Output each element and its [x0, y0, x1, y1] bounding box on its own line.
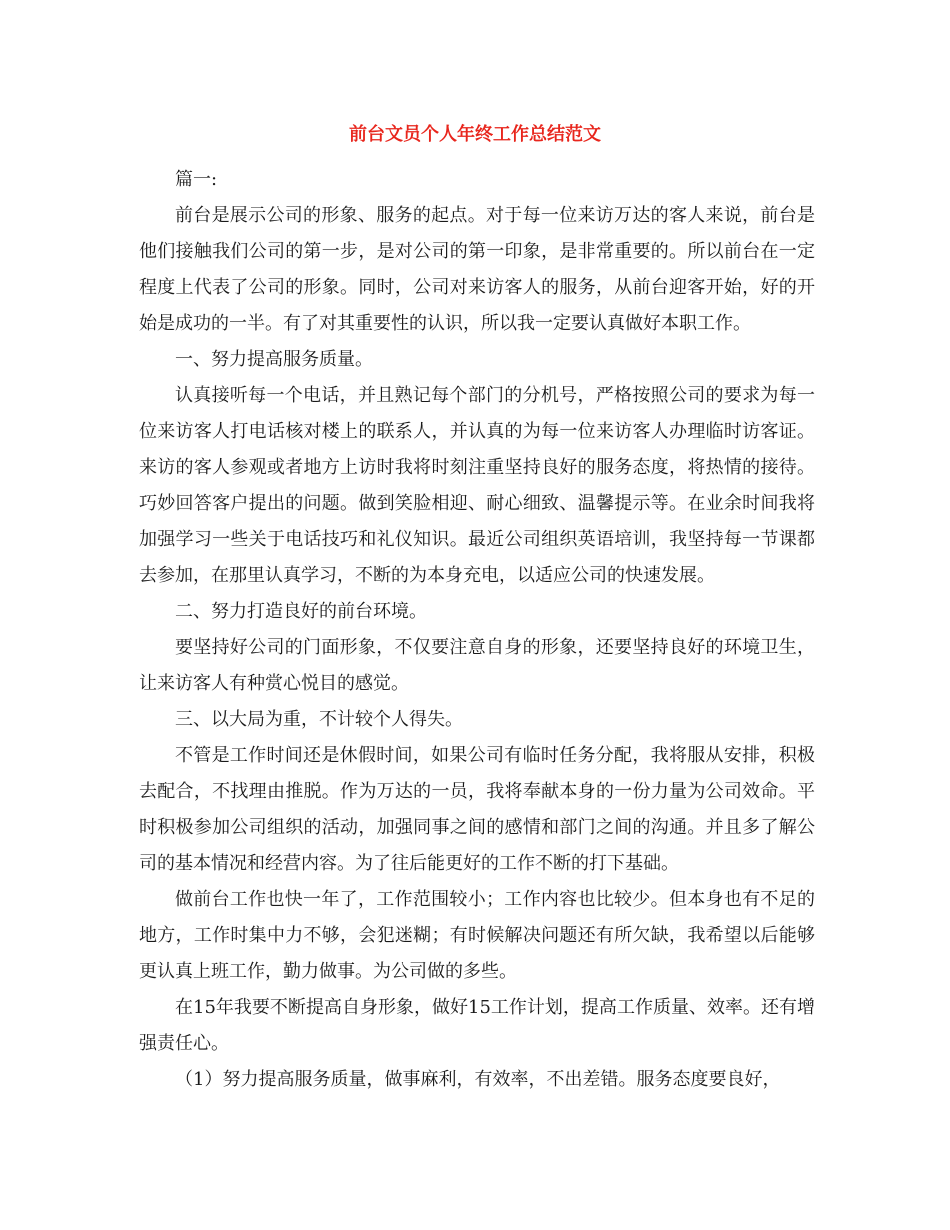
- section-heading-3: 三、以大局为重，不计较个人得失。: [175, 709, 463, 730]
- paragraph-reflection: 做前台工作也快一年了，工作范围较小；工作内容也比较少。但本身也有不足的地方，工作时集中力不够，会犯迷糊；有时候解决问题还有所欠缺，我希望以后能够更认真上班工作，勤力做事。为公司做的多些。: [139, 889, 815, 982]
- paragraph-plan-item-1: （1）努力提高服务质量，做事麻利，有效率，不出差错。服务态度要良好，: [175, 1069, 781, 1090]
- paragraph-intro: 前台是展示公司的形象、服务的起点。对于每一位来访万达的客人来说，前台是他们接触我们公司的第一步，是对公司的第一印象，是非常重要的。所以前台在一定程度上代表了公司的形象。同时，公司对来访客人的服务，从前台迎客开始，好的开始是成功的一半。有了对其重要性的认识，所以我一定要认真做好本职工作。: [139, 205, 815, 334]
- paragraph-section-2: 要坚持好公司的门面形象，不仅要注意自身的形象，还要坚持良好的环境卫生，让来访客人有种赏心悦目的感觉。: [139, 637, 815, 694]
- paragraph-section-1: 认真接听每一个电话，并且熟记每个部门的分机号，严格按照公司的要求为每一位来访客人打电话核对楼上的联系人，并认真的为每一位来访客人办理临时访客证。来访的客人参观或者地方上访时我将时刻注重坚持良好的服务态度，将热情的接待。巧妙回答客户提出的问题。做到笑脸相迎、耐心细致、温馨提示等。在业余时间我将加强学习一些关于电话技巧和礼仪知识。最近公司组织英语培训，我坚持每一节课都去参加，在那里认真学习，不断的为本身充电，以适应公司的快速发展。: [139, 385, 815, 586]
- section-heading-1: 一、努力提高服务质量。: [175, 349, 373, 370]
- paragraph-plan: 在15年我要不断提高自身形象，做好15工作计划，提高工作质量、效率。还有增强责任心。: [139, 997, 815, 1054]
- paragraph-section-3: 不管是工作时间还是休假时间，如果公司有临时任务分配，我将服从安排，积极去配合，不找理由推脱。作为万达的一员，我将奉献本身的一份力量为公司效命。平时积极参加公司组织的活动，加强同事之间的感情和部门之间的沟通。并且多了解公司的基本情况和经营内容。为了往后能更好的工作不断的打下基础。: [139, 745, 815, 874]
- document-body: [139, 162, 815, 1098]
- paragraph-part-label: 篇一:: [175, 169, 218, 190]
- section-heading-2: 二、努力打造良好的前台环境。: [175, 601, 427, 622]
- document-title: 前台文员个人年终工作总结范文: [349, 124, 601, 145]
